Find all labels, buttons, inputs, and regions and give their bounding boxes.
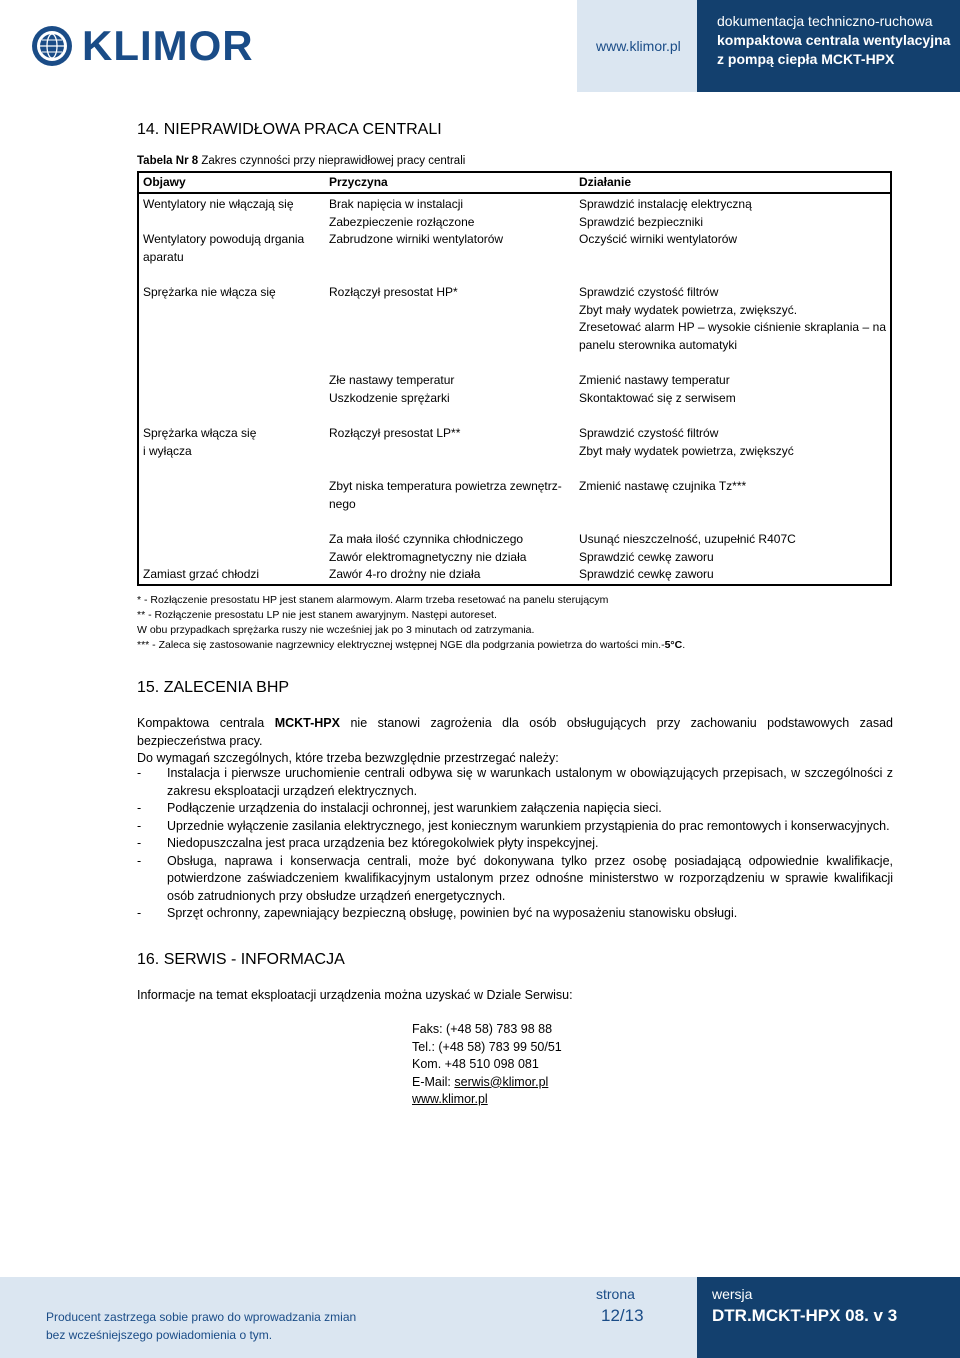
service-fax: Faks: (+48 58) 783 98 88 — [412, 1022, 553, 1036]
service-contact — [412, 1021, 562, 1109]
cell-przyczyna-line: Zbyt niska temperatura powietrza zewnętrz- — [329, 479, 562, 493]
bhp-requirements-list — [137, 765, 893, 923]
col-header-dzialanie: Działanie — [575, 172, 891, 193]
list-dash: - — [137, 836, 142, 850]
cell-dzialanie — [575, 354, 891, 390]
table-row — [138, 513, 891, 549]
cell-przyczyna — [325, 513, 575, 549]
list-dash: - — [137, 801, 142, 815]
cell-objawy — [138, 390, 325, 408]
page-label: strona — [596, 1286, 635, 1302]
table-row — [138, 390, 891, 408]
table-row — [138, 354, 891, 390]
cell-dzialanie — [575, 513, 891, 549]
cell-dzialanie-line: Zresetować alarm HP – wysokie ciśnienie skraplania – na panelu sterownika automatyki — [579, 320, 886, 352]
cell-dzialanie-line: Zmienić nastawy temperatur — [579, 373, 730, 387]
table-row — [138, 193, 891, 231]
cell-dzialanie-line: Oczyścić wirniki wentylatorów — [579, 232, 738, 246]
bhp-item-text: Uprzednie wyłączenie zasilania elektrycznego, jest koniecznym warunkiem przystąpienia do prac remontowych i konserwacyjnych. — [167, 818, 890, 833]
cell-objawy — [138, 566, 325, 585]
cell-przyczyna-line: Zawór elektromagnetyczny nie działa — [329, 549, 527, 564]
footer-disclaimer-line1: Producent zastrzega sobie prawo do wprowadzania zmian — [46, 1310, 357, 1324]
cell-dzialanie — [575, 231, 891, 266]
cell-objawy — [138, 513, 325, 549]
cell-przyczyna — [325, 266, 575, 354]
brand-name: KLIMOR — [82, 22, 254, 69]
cell-przyczyna-line: Brak napięcia w instalacji — [329, 197, 464, 211]
doc-title-line2: kompaktowa centrala wentylacyjna — [717, 32, 951, 48]
table-row — [138, 549, 891, 567]
page-header — [0, 0, 960, 92]
page-number: 12/13 — [601, 1306, 644, 1325]
cell-przyczyna-line: Za mała ilość czynnika chłodniczego — [329, 532, 524, 546]
page-footer — [0, 1277, 960, 1358]
table-header-row — [138, 172, 891, 193]
col-header-przyczyna: Przyczyna — [325, 172, 575, 193]
gear-globe-icon — [30, 24, 74, 68]
section-14-title: 14. NIEPRAWIDŁOWA PRACA CENTRALI — [137, 121, 442, 138]
bhp-intro-model: MCKT-HPX — [274, 716, 340, 730]
cell-przyczyna-line: Zabrudzone wirniki wentylatorów — [329, 232, 504, 246]
bhp-intro-post: nie stanowi zagrożenia dla osób obsługujących przy zachowaniu podstawowych zasad bezpieczeństwa pracy. — [137, 716, 893, 748]
cell-przyczyna-line: Uszkodzenie sprężarki — [329, 390, 450, 405]
service-email-line — [412, 1074, 562, 1092]
section-16-title: 16. SERWIS - INFORMACJA — [137, 951, 345, 968]
note-restart: W obu przypadkach sprężarka ruszy nie wcześniej jak po 3 minutach od zatrzymania. — [137, 624, 535, 636]
cell-dzialanie — [575, 390, 891, 408]
version-value: DTR.MCKT-HPX 08. v 3 — [712, 1306, 898, 1325]
cell-dzialanie — [575, 193, 891, 231]
cell-przyczyna — [325, 231, 575, 266]
cell-przyczyna — [325, 390, 575, 408]
table-row — [138, 266, 891, 354]
cell-dzialanie — [575, 407, 891, 460]
cell-przyczyna — [325, 549, 575, 567]
table-row — [138, 407, 891, 460]
cell-przyczyna-line: Zabezpieczenie rozłączone — [329, 214, 475, 229]
cell-dzialanie — [575, 266, 891, 354]
cell-dzialanie — [575, 460, 891, 513]
cell-objawy — [138, 193, 325, 231]
bhp-list-item — [137, 905, 893, 923]
cell-objawy — [138, 354, 325, 390]
note-nge-text: *** - Zaleca się zastosowanie nagrzewnicy elektrycznej wstępnej NGE dla podgrzania powietrza do wartości min.- — [137, 639, 665, 651]
cell-dzialanie-line: Sprawdzić cewkę zaworu — [579, 549, 714, 564]
cell-dzialanie-line: Sprawdzić czystość filtrów — [579, 426, 719, 440]
bhp-list-item — [137, 800, 893, 818]
header-website-link[interactable]: www.klimor.pl — [596, 38, 681, 54]
cell-dzialanie-line: Usunąć nieszczelność, uzupełnić R407C — [579, 532, 796, 546]
cell-dzialanie-line: Sprawdzić czystość filtrów — [579, 285, 719, 299]
service-email-link[interactable]: serwis@klimor.pl — [454, 1074, 549, 1089]
table-row — [138, 231, 891, 266]
cell-przyczyna — [325, 460, 575, 513]
cell-dzialanie-line: Sprawdzić bezpieczniki — [579, 214, 704, 229]
cell-objawy — [138, 549, 325, 567]
bhp-intro-pre: Kompaktowa centrala — [137, 716, 275, 730]
cell-dzialanie-line: Zbyt mały wydatek powietrza, zwiększyć. — [579, 302, 798, 317]
list-dash: - — [137, 818, 142, 833]
cell-objawy — [138, 231, 325, 266]
cell-przyczyna-line: Rozłączył presostat LP** — [329, 426, 461, 440]
table-row — [138, 460, 891, 513]
klimor-logo — [30, 22, 254, 70]
cell-objawy — [138, 407, 325, 460]
table-caption-text: Zakres czynności przy nieprawidłowej pracy centrali — [198, 155, 466, 167]
note-hp: * - Rozłączenie presostatu HP jest stanem alarmowym. Alarm trzeba resetować na panelu sterującym — [137, 594, 609, 606]
cell-objawy — [138, 266, 325, 354]
cell-dzialanie-line: Zbyt mały wydatek powietrza, zwiększyć — [579, 443, 794, 458]
bhp-item-text: Podłączenie urządzenia do instalacji ochronnej, jest warunkiem załączenia napięcia sieci. — [167, 801, 662, 815]
bhp-item-text: Sprzęt ochronny, zapewniający bezpieczną obsługę, powinien być na wyposażeniu stanowisku obsługi. — [167, 906, 738, 920]
section-15-title: 15. ZALECENIA BHP — [137, 679, 290, 696]
bhp-item-text: Instalacja i pierwsze uruchomienie centrali odbywa się w warunkach ustalonym w obowiązujących przepisach, w szczególności z zakresu eksploatacji urządzeń elektrycznych. — [167, 766, 893, 798]
list-dash: - — [137, 853, 142, 868]
cell-objawy-line: i wyłącza — [143, 443, 192, 458]
bhp-item-text: Niedopuszczalna jest praca urządzenia bez któregokolwiek płyty inspekcyjnej. — [167, 836, 599, 850]
cell-przyczyna — [325, 354, 575, 390]
table-label: Tabela Nr 8 — [137, 155, 199, 167]
note-nge-end: . — [682, 639, 686, 651]
document-title — [717, 12, 950, 69]
cell-dzialanie-line: Sprawdzić instalację elektryczną — [579, 197, 752, 211]
cell-objawy — [138, 460, 325, 513]
cell-przyczyna — [325, 193, 575, 231]
bhp-lead: Do wymagań szczególnych, które trzeba bezwzględnie przestrzegać należy: — [137, 751, 559, 765]
cell-objawy-line: Wentylatory nie włączają się — [143, 197, 294, 211]
service-website-link[interactable]: www.klimor.pl — [412, 1092, 488, 1106]
cell-przyczyna — [325, 407, 575, 460]
cell-przyczyna-line: nego — [329, 496, 356, 511]
footer-disclaimer-line2: bez wcześniejszego powiadomienia o tym. — [46, 1328, 273, 1342]
service-intro: Informacje na temat eksploatacji urządzenia można uzyskać w Dziale Serwisu: — [137, 988, 573, 1002]
col-header-objawy: Objawy — [138, 172, 325, 193]
list-dash: - — [137, 906, 142, 920]
cell-dzialanie-line: Zmienić nastawę czujnika Tz*** — [579, 479, 747, 493]
note-lp: ** - Rozłączenie presostatu LP nie jest stanem awaryjnym. Następi autoreset. — [137, 609, 497, 621]
cell-przyczyna — [325, 566, 575, 585]
table-notes — [137, 593, 685, 653]
cell-dzialanie — [575, 549, 891, 567]
cell-dzialanie — [575, 566, 891, 585]
troubleshooting-table — [137, 171, 892, 586]
cell-objawy-line: Zamiast grzać chłodzi — [143, 567, 260, 581]
doc-title-line3: z pompą ciepła MCKT-HPX — [717, 51, 895, 67]
cell-przyczyna-line: Rozłączył presostat HP* — [329, 285, 458, 299]
list-dash: - — [137, 766, 142, 780]
cell-objawy-line: aparatu — [143, 249, 184, 264]
bhp-list-item — [137, 835, 893, 853]
table-caption — [137, 155, 465, 167]
table-row — [138, 566, 891, 585]
footer-disclaimer — [46, 1308, 356, 1344]
table-body — [138, 193, 891, 585]
bhp-item-text: Obsługa, naprawa i konserwacja centrali, może być dokonywana tylko przez osobę posiadającą odpowiednie kwalifikacje, potwierdzone zaświadczeniem kwalifikacyjnym ustalonym przez odnośne ministerstwo w rozporządzeniu w sprawie kwalifikacji osób zatrudnionych przy obsłudze urządzeń energetycznych. — [167, 853, 893, 903]
cell-dzialanie-line: Skontaktować się z serwisem — [579, 390, 736, 405]
doc-title-line1: dokumentacja techniczno-ruchowa — [717, 13, 933, 29]
cell-dzialanie-line: Sprawdzić cewkę zaworu — [579, 567, 714, 581]
bhp-list-item — [137, 765, 893, 800]
service-email-label: E-Mail: — [412, 1074, 455, 1089]
bhp-list-item — [137, 853, 893, 906]
cell-przyczyna-line: Złe nastawy temperatur — [329, 373, 455, 387]
bhp-list-item — [137, 818, 893, 836]
cell-objawy-line: Wentylatory powodują drgania — [143, 232, 305, 246]
service-tel: Tel.: (+48 58) 783 99 50/51 — [412, 1039, 562, 1054]
note-nge — [137, 638, 685, 653]
cell-objawy-line: Sprężarka włącza się — [143, 426, 257, 440]
bhp-intro — [137, 715, 893, 750]
note-nge-temp: 5°C — [664, 639, 683, 651]
cell-objawy-line: Sprężarka nie włącza się — [143, 285, 276, 299]
version-label: wersja — [712, 1286, 753, 1302]
service-mobile: Kom. +48 510 098 081 — [412, 1057, 539, 1071]
cell-przyczyna-line: Zawór 4-ro drożny nie działa — [329, 567, 481, 581]
